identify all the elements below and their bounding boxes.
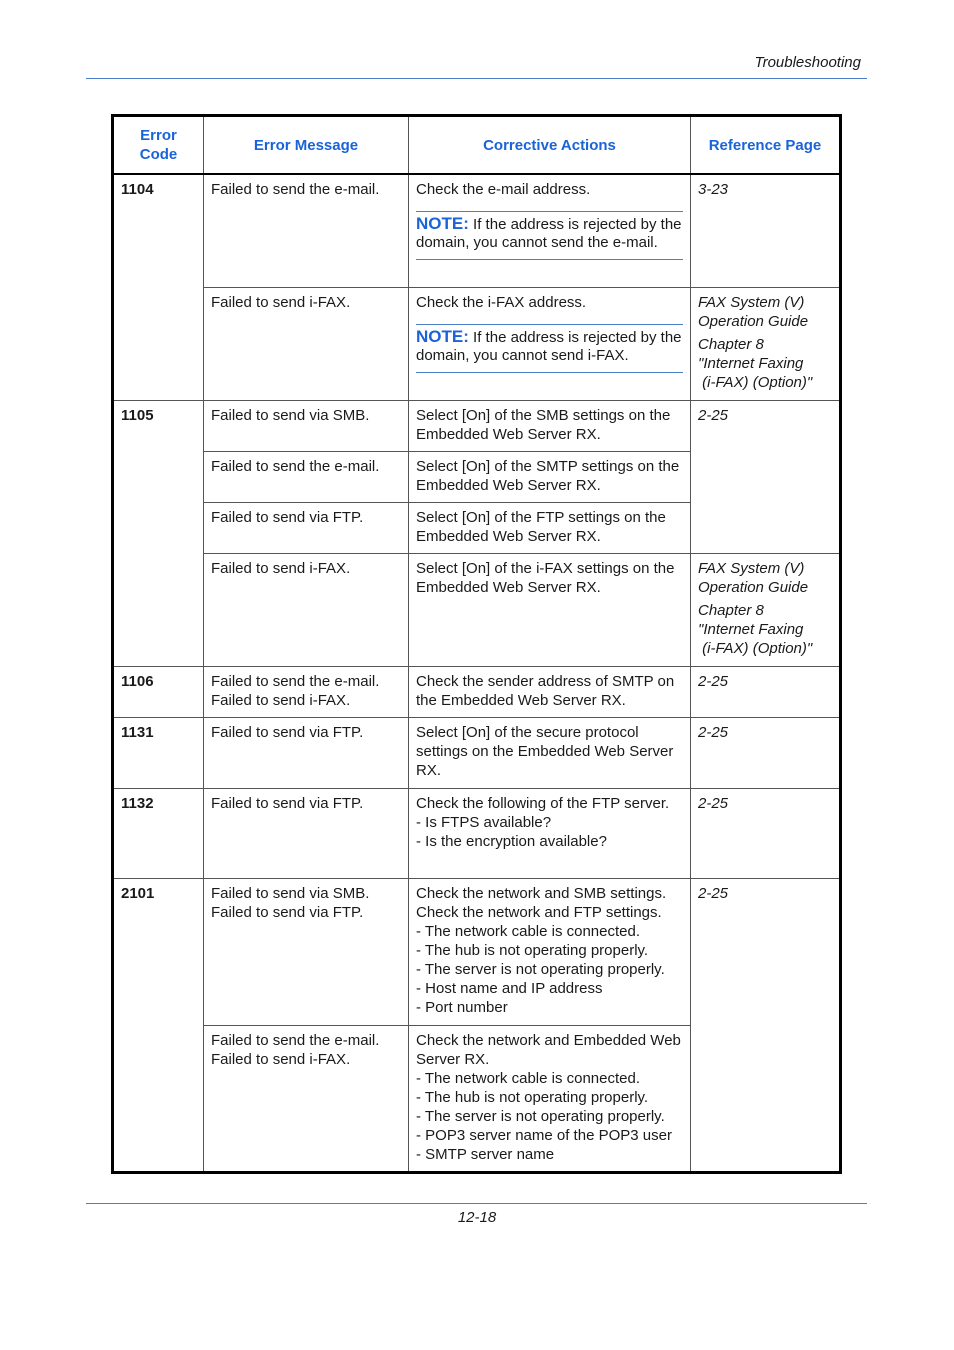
table-row [113,788,841,878]
error-code-1104: 1104 [113,174,204,400]
col-header-message: Error Message [204,116,409,175]
footer-rule [86,1203,867,1204]
table-row [113,717,841,788]
table-row [113,553,841,666]
table-row [113,400,841,451]
error-code-2101: 2101 [113,878,204,1172]
note-box: NOTE: If the address is rejected by the domain, you cannot send the e-mail. [416,211,683,260]
table-row [113,174,841,287]
note-box: NOTE: If the address is rejected by the domain, you cannot send i-FAX. [416,324,683,373]
corrective-action: Select [On] of the i-FAX settings on the Embedded Web Server RX. [409,553,691,666]
reference-page: 2-25 [691,666,841,717]
error-message: Failed to send the e-mail. Failed to send i-FAX. [204,666,409,717]
corrective-action: Check the e-mail address. NOTE: If the address is rejected by the domain, you cannot send the e-mail. [409,174,691,287]
table-row [113,287,841,400]
error-message: Failed to send via FTP. [204,788,409,878]
corrective-action: Select [On] of the secure protocol settings on the Embedded Web Server RX. [409,717,691,788]
col-header-code: Error Code [113,116,204,175]
page-number: 12-18 [457,1209,497,1226]
error-code-1132: 1132 [113,788,204,878]
error-message: Failed to send via SMB. Failed to send via FTP. [204,878,409,1025]
corrective-action: Select [On] of the SMB settings on the Embedded Web Server RX. [409,400,691,451]
error-code-table [111,114,842,1174]
table-header-row [113,116,841,175]
reference-page: 2-25 [691,400,841,553]
section-title: Troubleshooting [754,54,861,71]
reference-page: FAX System (V) Operation Guide Chapter 8 "Internet Faxing (i-FAX) (Option)" [691,287,841,400]
reference-page: 2-25 [691,717,841,788]
corrective-action: Check the sender address of SMTP on the Embedded Web Server RX. [409,666,691,717]
table-row [113,666,841,717]
corrective-action: Check the network and SMB settings. Check the network and FTP settings. - The network cable is connected. - The hub is not operating properly. - The server is not operating properly. - Host name and IP address - Port number [409,878,691,1025]
reference-page: 2-25 [691,788,841,878]
corrective-action: Check the i-FAX address. NOTE: If the address is rejected by the domain, you cannot send i-FAX. [409,287,691,400]
error-message: Failed to send i-FAX. [204,553,409,666]
col-header-actions: Corrective Actions [409,116,691,175]
reference-page: 2-25 [691,878,841,1172]
error-message: Failed to send the e-mail. Failed to send i-FAX. [204,1025,409,1172]
corrective-action: Select [On] of the SMTP settings on the Embedded Web Server RX. [409,451,691,502]
header-rule [86,78,867,79]
reference-page: FAX System (V) Operation Guide Chapter 8 "Internet Faxing (i-FAX) (Option)" [691,553,841,666]
corrective-action: Check the network and Embedded Web Server RX. - The network cable is connected. - The hub is not operating properly. - The server is not operating properly. - POP3 server name of the POP3 user - SMTP server name [409,1025,691,1172]
error-message: Failed to send the e-mail. [204,451,409,502]
table-row [113,878,841,1025]
error-message: Failed to send via FTP. [204,717,409,788]
col-header-reference: Reference Page [691,116,841,175]
error-message: Failed to send i-FAX. [204,287,409,400]
corrective-action: Select [On] of the FTP settings on the Embedded Web Server RX. [409,502,691,553]
corrective-action: Check the following of the FTP server. - Is FTPS available? - Is the encryption available? [409,788,691,878]
error-code-1105: 1105 [113,400,204,666]
error-message: Failed to send the e-mail. [204,174,409,287]
error-code-1106: 1106 [113,666,204,717]
error-code-1131: 1131 [113,717,204,788]
error-message: Failed to send via SMB. [204,400,409,451]
reference-page: 3-23 [691,174,841,287]
error-message: Failed to send via FTP. [204,502,409,553]
